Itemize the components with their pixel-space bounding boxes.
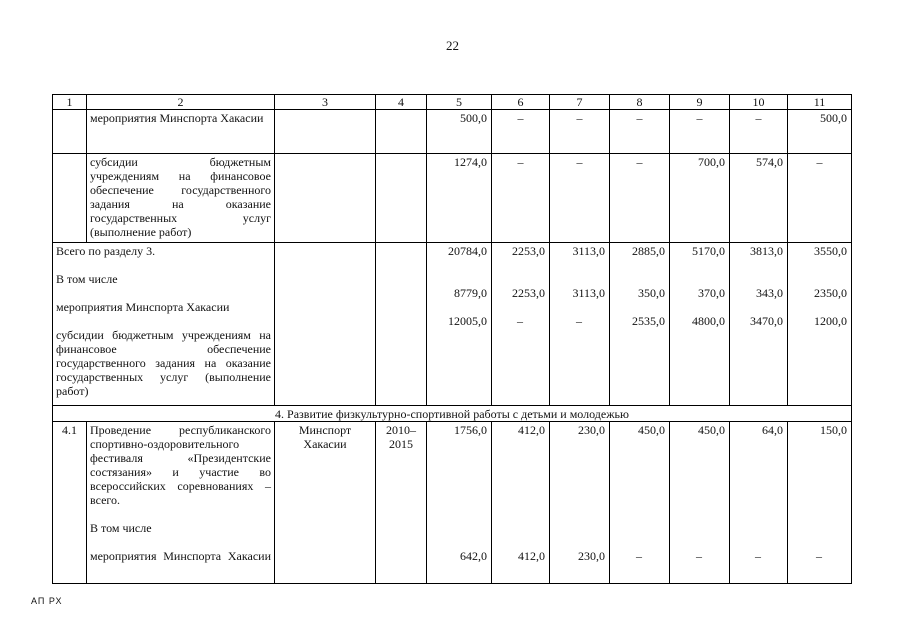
section-title: 4. Развитие физкультурно-спортивной работы с детьми и молодежью bbox=[53, 406, 852, 422]
col-header-11: 11 bbox=[788, 95, 852, 110]
cell-value: – bbox=[576, 314, 582, 328]
cell-value: 230,0 bbox=[578, 423, 605, 437]
cell-value: 3470,0 bbox=[750, 314, 783, 328]
cell-value: – bbox=[670, 110, 730, 154]
cell-value: – bbox=[610, 154, 670, 243]
responsible-party: Минспорт Хакасии bbox=[275, 422, 376, 584]
cell-value: 3113,0 bbox=[572, 286, 605, 300]
cell-value: 12005,0 bbox=[448, 314, 487, 328]
col-header-9: 9 bbox=[670, 95, 730, 110]
cell-value: – bbox=[550, 110, 610, 154]
cell-value: 1756,0 bbox=[454, 423, 487, 437]
row-number: 4.1 bbox=[53, 422, 87, 584]
cell-value: 230,0 bbox=[578, 549, 605, 563]
section-header-row bbox=[53, 406, 852, 422]
cell-value: 20784,0 bbox=[448, 244, 487, 258]
col-header-6: 6 bbox=[492, 95, 550, 110]
document-stamp: АП РХ bbox=[31, 596, 63, 606]
cell-value: 500,0 bbox=[427, 110, 492, 154]
col-header-5: 5 bbox=[427, 95, 492, 110]
cell-value: 700,0 bbox=[670, 154, 730, 243]
cell-value: – bbox=[492, 110, 550, 154]
cell-value: 64,0 bbox=[762, 423, 783, 437]
total-line3-label: субсидии бюджетным учреждениям на финансовое обеспечение государственного задания на оказание государственных услуг (выполнение работ) bbox=[56, 328, 271, 398]
page-number: 22 bbox=[446, 38, 459, 53]
total-line2-label: мероприятия Минспорта Хакасии bbox=[56, 300, 230, 314]
table-row bbox=[53, 422, 852, 584]
row-description: Проведение республиканского спортивно-оздоровительного фестиваля «Президентские состязания» и участие во всероссийских соревнованиях – всего. bbox=[90, 423, 271, 507]
cell-value: 370,0 bbox=[698, 286, 725, 300]
cell-value: 3550,0 bbox=[814, 244, 847, 258]
col-header-2: 2 bbox=[87, 95, 275, 110]
cell-value: 1274,0 bbox=[427, 154, 492, 243]
cell-value: 2253,0 bbox=[512, 244, 545, 258]
cell-value: – bbox=[550, 154, 610, 243]
col-header-8: 8 bbox=[610, 95, 670, 110]
period: 2010–2015 bbox=[376, 422, 427, 584]
cell-value: 3113,0 bbox=[572, 244, 605, 258]
cell-value: 350,0 bbox=[638, 286, 665, 300]
total-sub-label: В том числе bbox=[56, 272, 118, 286]
cell-value: 2253,0 bbox=[512, 286, 545, 300]
col-header-7: 7 bbox=[550, 95, 610, 110]
cell-value: – bbox=[816, 549, 822, 563]
cell-value: – bbox=[696, 549, 702, 563]
column-number-row bbox=[53, 95, 852, 110]
cell-value: 450,0 bbox=[638, 423, 665, 437]
cell-value: – bbox=[636, 549, 642, 563]
cell-value: 150,0 bbox=[820, 423, 847, 437]
section-total-description bbox=[53, 243, 275, 406]
cell-value: – bbox=[755, 549, 761, 563]
cell-value: – bbox=[788, 154, 852, 243]
cell-value: 642,0 bbox=[460, 549, 487, 563]
cell-value: 3813,0 bbox=[750, 244, 783, 258]
cell-value: – bbox=[492, 154, 550, 243]
cell-value: 8779,0 bbox=[454, 286, 487, 300]
col-header-1: 1 bbox=[53, 95, 87, 110]
col-header-4: 4 bbox=[376, 95, 427, 110]
cell-value: 5170,0 bbox=[692, 244, 725, 258]
section-total-row bbox=[53, 243, 852, 406]
table-row bbox=[53, 110, 852, 154]
table-row bbox=[53, 154, 852, 243]
cell-value: 450,0 bbox=[698, 423, 725, 437]
col-header-10: 10 bbox=[730, 95, 788, 110]
budget-table bbox=[52, 94, 852, 584]
cell-value: 412,0 bbox=[518, 423, 545, 437]
cell-value: 500,0 bbox=[788, 110, 852, 154]
cell-value: – bbox=[730, 110, 788, 154]
total-label: Всего по разделу 3. bbox=[56, 244, 156, 258]
row-line2-label: мероприятия Минспорта Хакасии bbox=[90, 549, 271, 563]
cell-value: 2885,0 bbox=[632, 244, 665, 258]
row-description: субсидии бюджетным учреждениям на финансовое обеспечение государственного задания на оказание государственных услуг (выполнение работ) bbox=[87, 154, 275, 243]
row-sub-label: В том числе bbox=[90, 521, 152, 535]
cell-value: 1200,0 bbox=[814, 314, 847, 328]
cell-value: – bbox=[517, 314, 523, 328]
cell-value: 412,0 bbox=[518, 549, 545, 563]
cell-value: 574,0 bbox=[730, 154, 788, 243]
cell-value: 4800,0 bbox=[692, 314, 725, 328]
cell-value: 343,0 bbox=[756, 286, 783, 300]
row-description: мероприятия Минспорта Хакасии bbox=[87, 110, 275, 154]
cell-value: 2535,0 bbox=[632, 314, 665, 328]
cell-value: 2350,0 bbox=[814, 286, 847, 300]
cell-value: – bbox=[610, 110, 670, 154]
col-header-3: 3 bbox=[275, 95, 376, 110]
